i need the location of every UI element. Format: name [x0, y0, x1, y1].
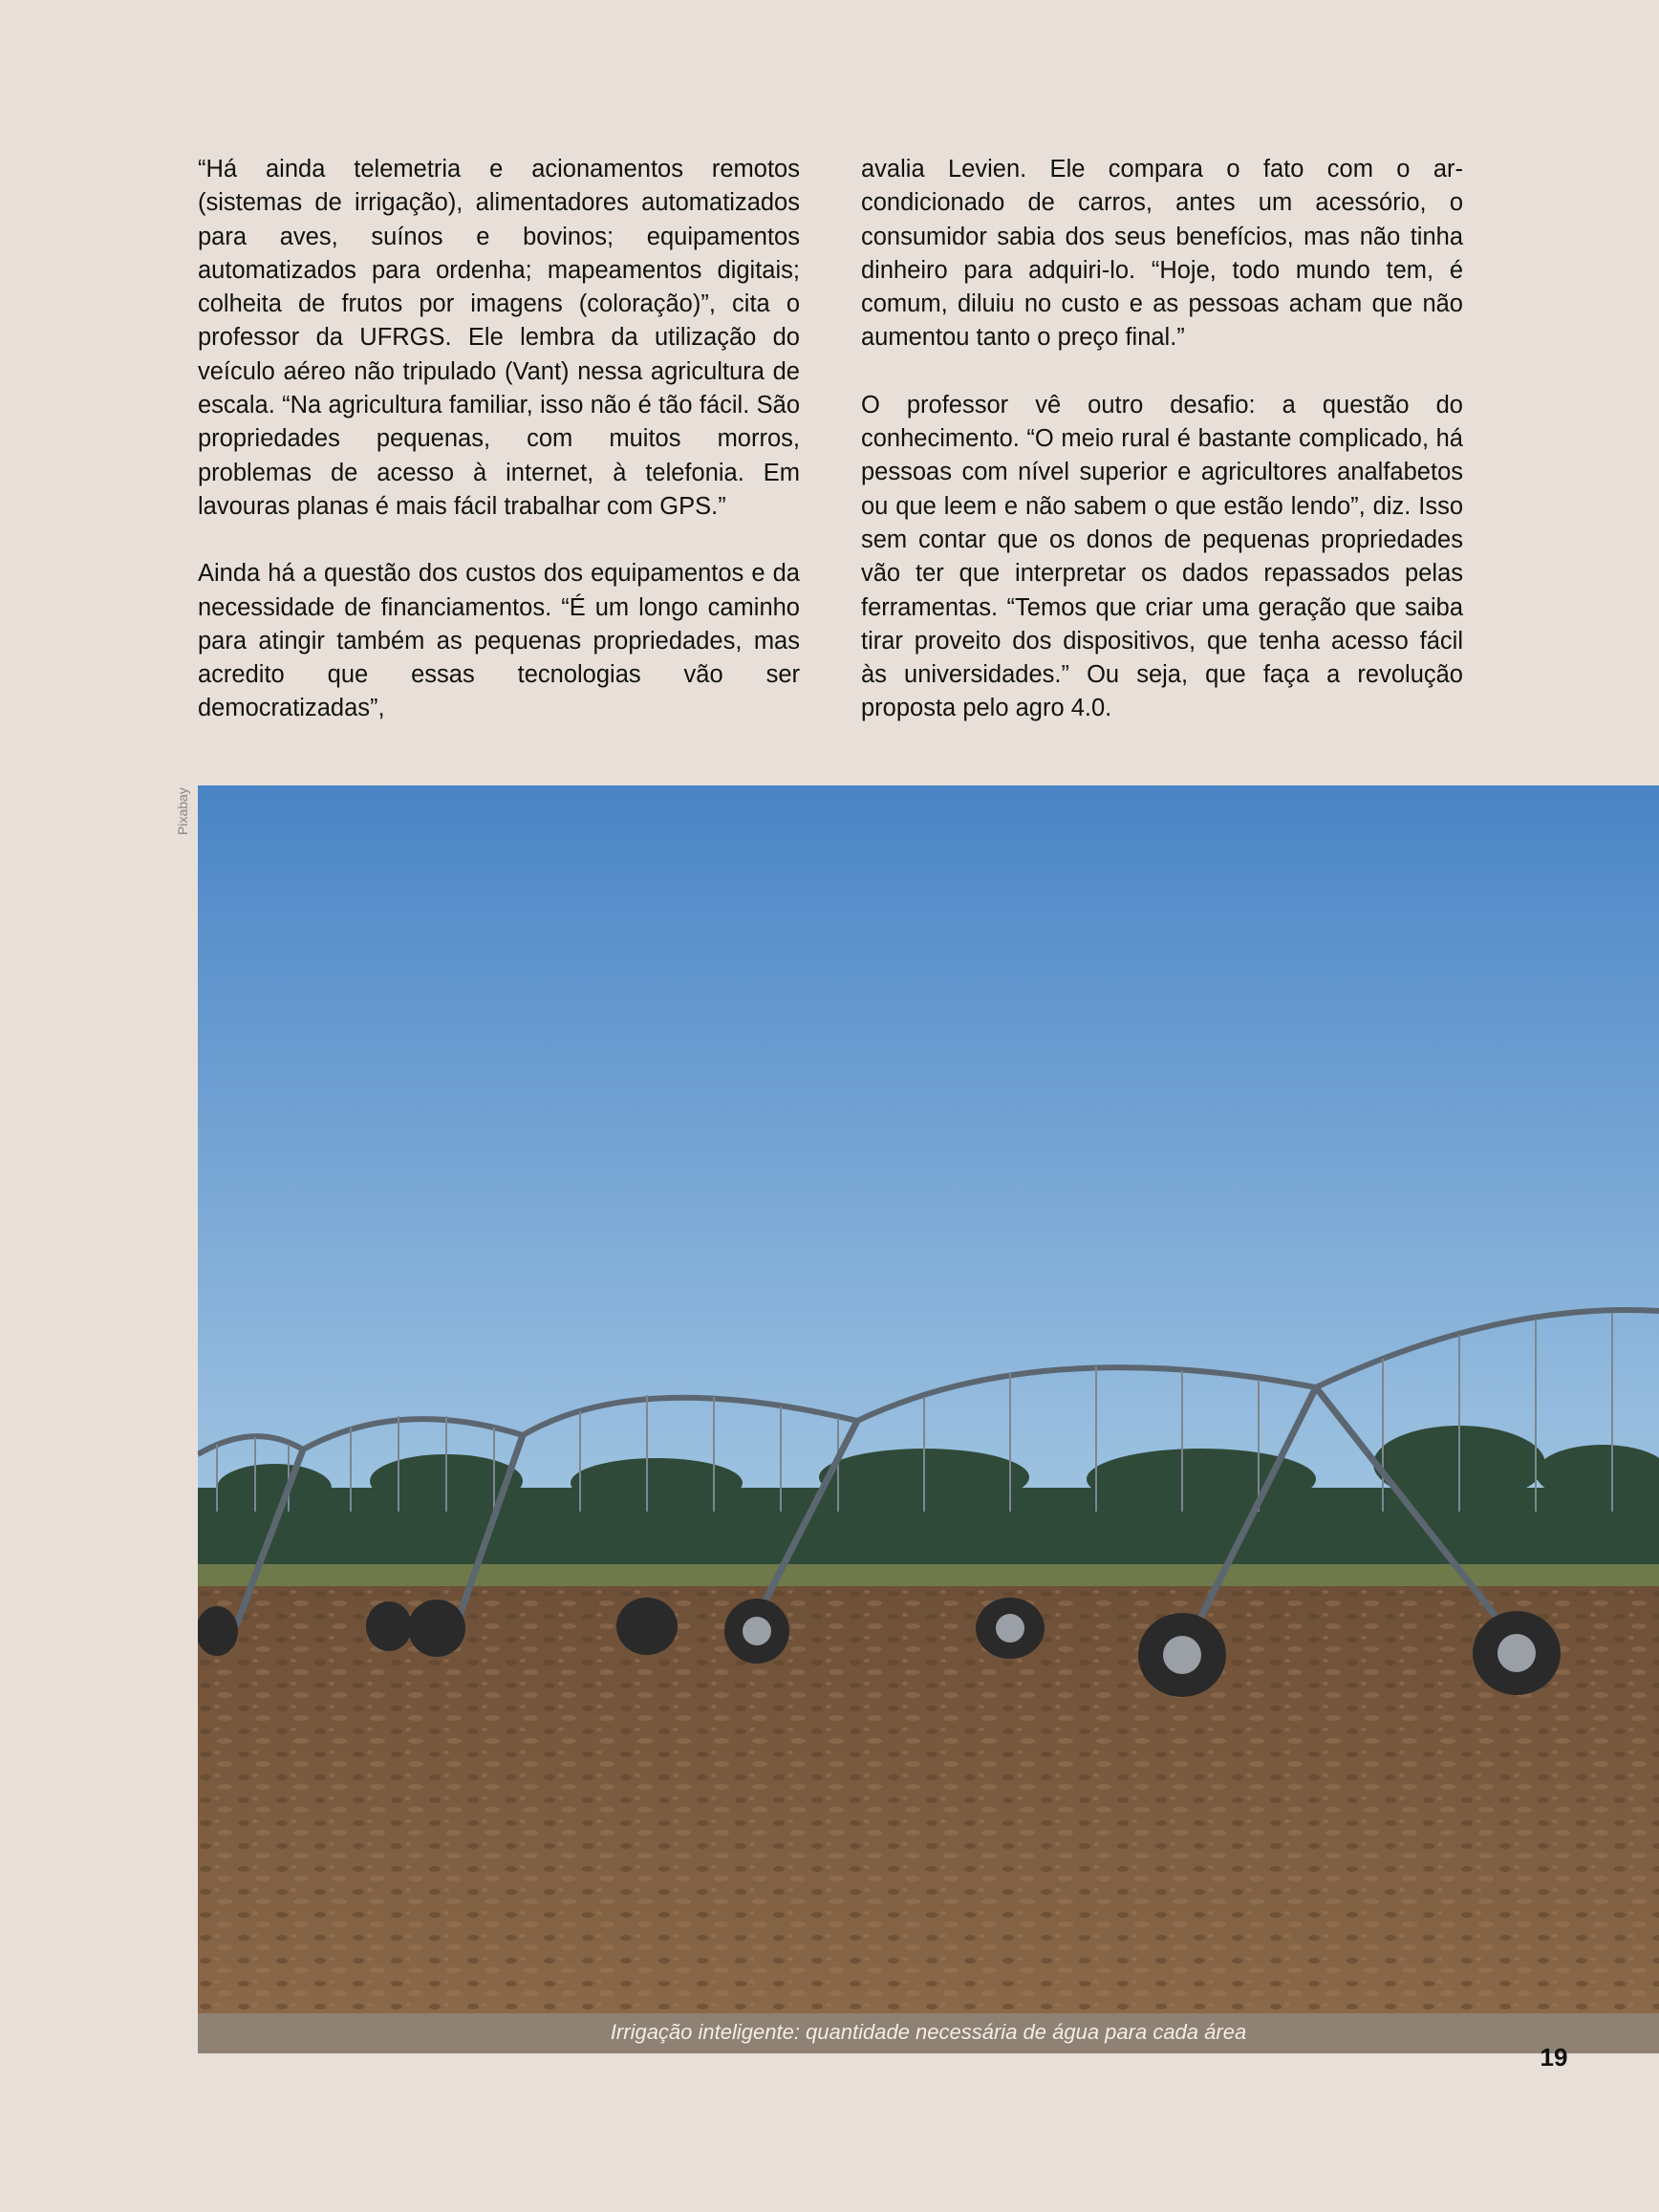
irrigation-photo: [198, 785, 1659, 2013]
paragraph: O professor vê outro desafio: a questão do conhecimento. “O meio rural é bastante complicado, há pessoas com nível superior e agricultores analfabetos ou que leem e não sabem o que estão lendo”, diz. Isso sem contar que os donos de pequenas propriedades vão ter que interpretar os dados repassados pelas ferramentas. “Temos que criar uma geração que saiba tirar proveito dos dispositivos, que tenha acesso fácil às universidades.” Ou seja, que faça a revolução proposta pelo agro 4.0.: [861, 391, 1463, 722]
caption-bar: [198, 2013, 1659, 2053]
paragraph: “Há ainda telemetria e acionamentos remotos (sistemas de irrigação), alimentadores automatizados para aves, suínos e bovinos; equipamentos automatizados para ordenha; mapeamentos digitais; colheita de frutos por imagens (coloração)”, cita o professor da UFRGS. Ele lembra da utilização do veículo aéreo não tripulado (Vant) nessa agricultura de escala. “Na agricultura familiar, isso não é tão fácil. São propriedades pequenas, com muitos morros, problemas de acesso à internet, à telefonia. Em lavouras planas é mais fácil trabalhar com GPS.”: [198, 156, 800, 520]
page-number: 19: [1540, 2043, 1568, 2072]
paragraph: Ainda há a questão dos custos dos equipamentos e da necessidade de financiamentos. “É um longo caminho para atingir também as pequenas propriedades, mas acredito que essas tecnologias vão ser democratizadas”,: [198, 560, 800, 722]
photo-caption: Irrigação inteligente: quantidade necessária de água para cada área: [610, 2020, 1247, 2044]
photo-credit: Pixabay: [175, 787, 190, 835]
grass-strip: [198, 1564, 1659, 1588]
article-column-right: [861, 153, 1463, 760]
paragraph: avalia Levien. Ele compara o fato com o ar-condicionado de carros, antes um acessório, o consumidor sabia dos seus benefícios, mas não tinha dinheiro para adquiri-lo. “Hoje, todo mundo tem, é comum, diluiu no custo e as pessoas acham que não aumentou tanto o preço final.”: [861, 156, 1463, 352]
article-column-left: [198, 153, 800, 760]
